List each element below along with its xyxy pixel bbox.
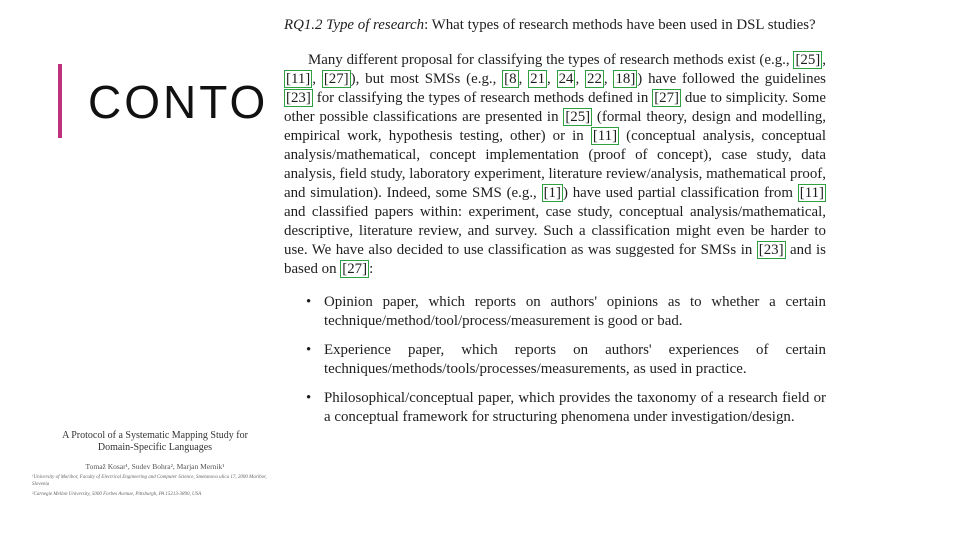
para-text: ,	[312, 71, 322, 87]
bullet-text: Experience paper, which reports on authors' experiences of certain techniques/methods/tools/processes/measurements, as used in practice.	[324, 342, 826, 377]
paper-title-line: Domain-Specific Languages	[97, 442, 213, 453]
paper-title-line: A Protocol of a Systematic Mapping Study for	[62, 430, 248, 441]
para-text: Many different proposal for classifying the types of research methods exist (e.g.,	[308, 52, 794, 68]
para-text: :	[369, 261, 374, 277]
para-text: (formal theory, design and modelling, empirical work, hypothesis testing, other) or in	[284, 109, 826, 144]
paper-type-list	[284, 293, 826, 427]
citation-link[interactable]: [27]	[323, 71, 349, 87]
para-text: and is based on	[284, 242, 826, 277]
para-text: ,	[518, 71, 529, 87]
rq-label: RQ1.2 Type of research	[284, 17, 425, 33]
citation-link[interactable]: [11]	[286, 71, 311, 87]
bullet-icon: •	[306, 342, 312, 358]
para-text: for classifying the types of research methods defined in	[312, 90, 653, 106]
citation-link[interactable]: [8	[504, 71, 517, 87]
list-item	[300, 389, 826, 427]
para-text: ,	[547, 71, 557, 87]
citation-link[interactable]: 18]	[615, 71, 636, 87]
body-paragraph	[284, 51, 826, 279]
para-text: ,	[603, 71, 614, 87]
title-accent-bar	[58, 64, 62, 138]
bullet-icon: •	[306, 390, 312, 406]
para-text: due to simplicity. Some other possible classifications are presented in	[284, 90, 826, 125]
citation-link[interactable]: [25]	[795, 52, 821, 68]
research-question	[284, 16, 826, 35]
citation-link[interactable]: [27]	[342, 261, 368, 277]
paper-title	[32, 430, 278, 454]
paper-authors: Tomaž Kosar¹, Sudev Bohra², Marjan Mernik¹	[85, 462, 225, 471]
paper-excerpt	[284, 16, 826, 494]
para-text: ,	[575, 71, 585, 87]
citation-link[interactable]: [27]	[654, 90, 679, 106]
list-item	[300, 341, 826, 379]
bullet-icon: •	[306, 294, 312, 310]
citation-link[interactable]: 21	[530, 71, 546, 87]
para-text: ) have used partial classification from	[562, 185, 798, 201]
para-text: and classified papers within: experiment, case study, conceptual analysis/mathematical, descriptive, literature review, and survey. Such a classification might even be harder to use. We have also decided to use classification as was suggested for SMSs in	[284, 204, 826, 258]
para-text: ,	[822, 52, 826, 68]
citation-link[interactable]: [23]	[758, 242, 784, 258]
rq-question: : What types of research methods have been used in DSL studies?	[424, 17, 816, 33]
paper-affiliation: ¹University of Maribor, Faculty of Electrical Engineering and Computer Science, Smetanova ulica 17, 2000 Maribor, Slovenia	[32, 475, 267, 487]
citation-link[interactable]: 24	[558, 71, 574, 87]
para-text: (conceptual analysis, conceptual analysis/mathematical, concept implementation (proof of concept), case study, data analysis, field study, laboratory experiment, literature review/analysis, mathematical proof, and simulation). Indeed, some SMS (e.g.,	[284, 128, 826, 201]
bullet-text: Opinion paper, which reports on authors' opinions as to whether a certain technique/method/tool/process/measurement is good or bad.	[324, 294, 826, 329]
bullet-text: Philosophical/conceptual paper, which provides the taxonomy of a research field or a conceptual framework for structuring phenomena under investigation/design.	[324, 390, 826, 425]
citation-link[interactable]: [25]	[565, 109, 591, 125]
paper-affiliation: ²Carnegie Mellon University, 5000 Forbes Avenue, Pittsburgh, PA 15213-3890, USA	[32, 492, 202, 497]
paper-header-thumbnail	[32, 430, 278, 510]
para-text: ) have followed the guidelines	[637, 71, 826, 87]
citation-link[interactable]: [1]	[543, 185, 561, 201]
citation-link[interactable]: [11]	[799, 185, 824, 201]
citation-link[interactable]: [23]	[286, 90, 311, 106]
slide-title: CONTO	[88, 76, 269, 128]
list-item	[300, 293, 826, 331]
para-text: ), but most SMSs (e.g.,	[350, 71, 503, 87]
citation-link[interactable]: 22	[587, 71, 602, 87]
citation-link[interactable]: [11]	[592, 128, 618, 144]
